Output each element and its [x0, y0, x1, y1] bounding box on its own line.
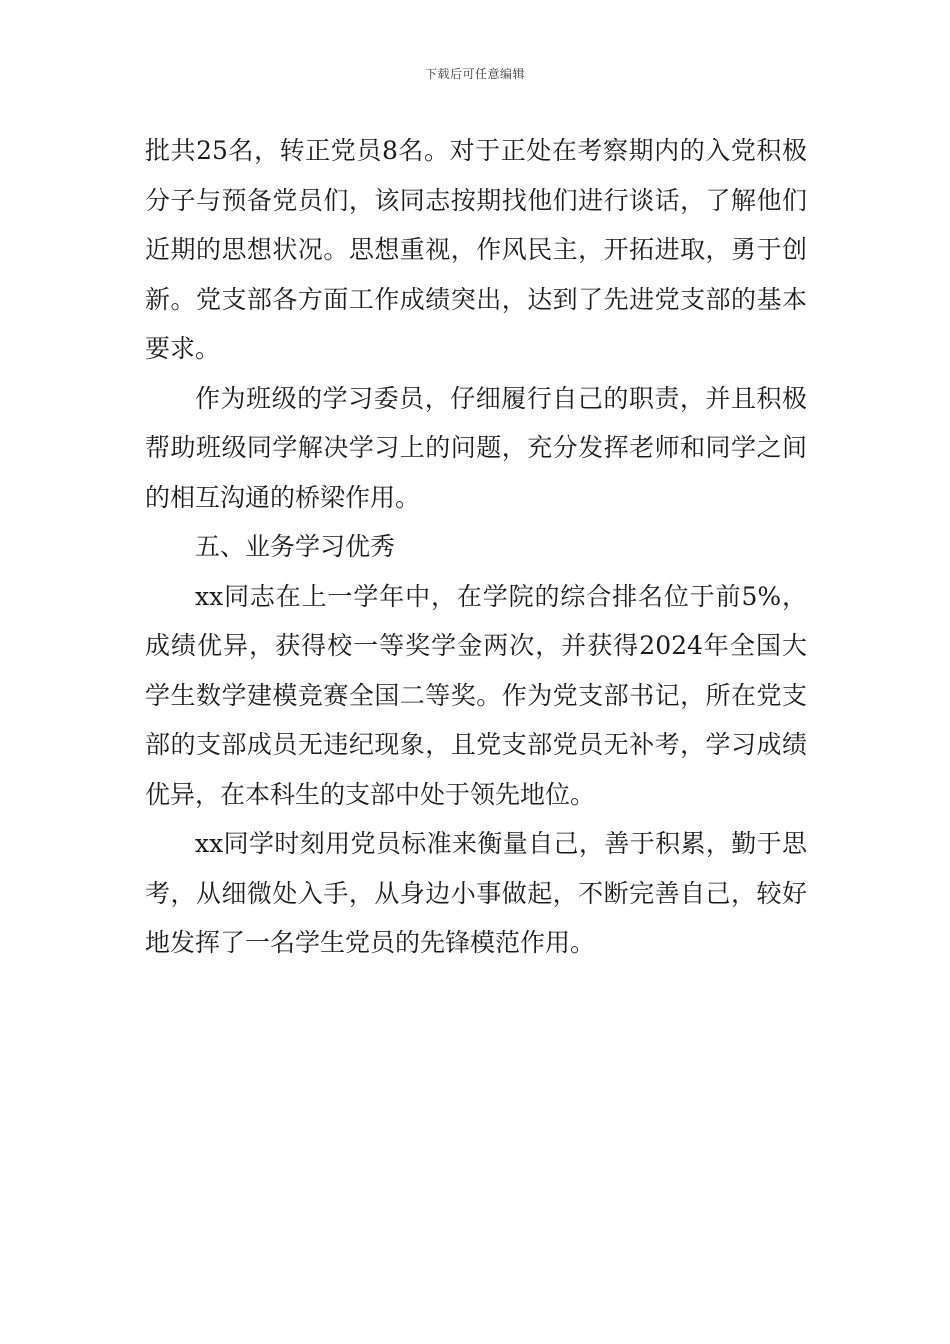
paragraph-study-committee: 作为班级的学习委员，仔细履行自己的职责，并且积极帮助班级同学解决学习上的问题，充分发挥老师和同学之间的相互沟通的桥梁作用。: [145, 383, 807, 512]
document-body: [145, 126, 807, 968]
paragraph-party-branch-summary: 批共25名，转正党员8名。对于正处在考察期内的入党积极分子与预备党员们，该同志按期找他们进行谈话，了解他们近期的思想状况。思想重视，作风民主，开拓进取，勇于创新。党支部各方面工作成绩突出，达到了先进党支部的基本要求。: [145, 136, 807, 363]
paragraph-academic-achievements: xx同志在上一学年中，在学院的综合排名位于前5%，成绩优异，获得校一等奖学金两次，并获得2024年全国大学生数学建模竞赛全国二等奖。作为党支部书记，所在党支部的支部成员无违纪现象，且党支部党员无补考，学习成绩优异，在本科生的支部中处于领先地位。: [145, 581, 807, 809]
page-header: 下载后可任意编辑: [424, 67, 525, 81]
paragraph-party-member-conduct: xx同学时刻用党员标准来衡量自己，善于积累，勤于思考，从细微处入手，从身边小事做起，不断完善自己，较好地发挥了一名学生党员的先锋模范作用。: [145, 829, 807, 957]
section-heading-academic-excellence: 五、业务学习优秀: [195, 532, 396, 561]
